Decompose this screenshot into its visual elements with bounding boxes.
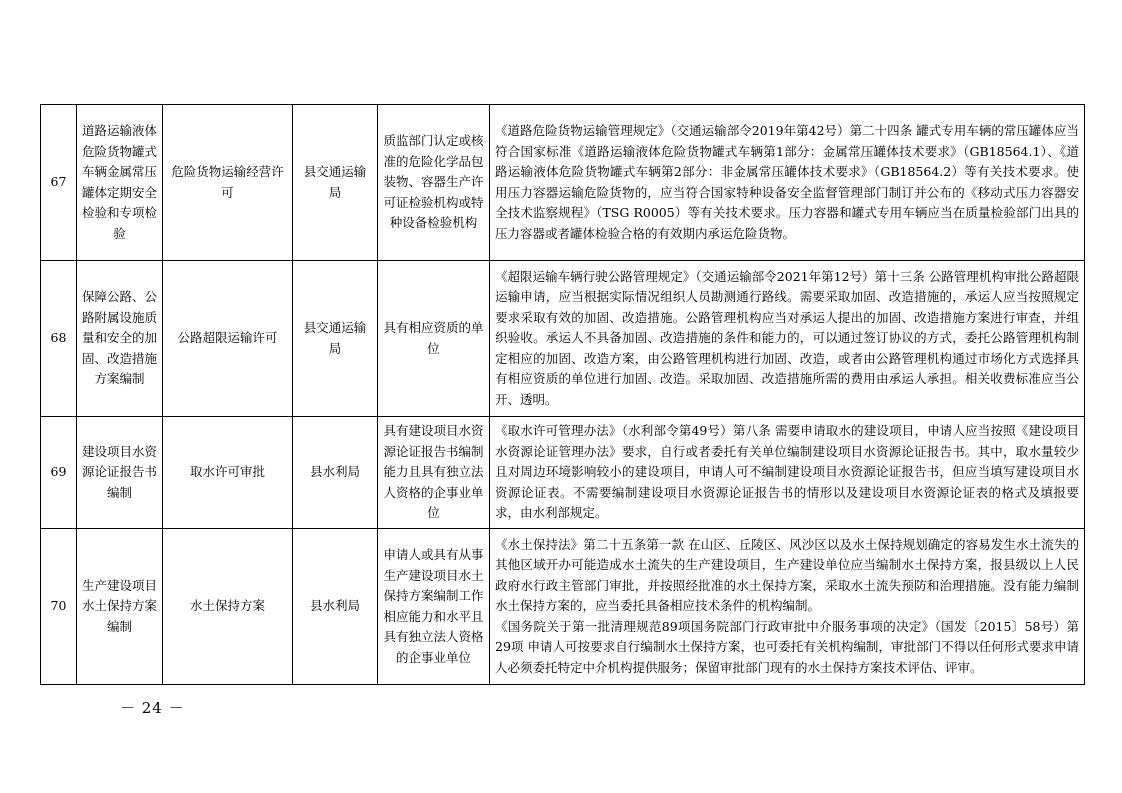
service-item-cell: 保障公路、公路附属设施质量和安全的加固、改造措施方案编制 xyxy=(77,261,163,417)
service-item-cell: 生产建设项目水土保持方案编制 xyxy=(77,529,163,685)
agency-cell: 申请人或具有从事生产建设项目水土保持方案编制工作相应能力和水平且具有独立法人资格的企事业单位 xyxy=(378,529,490,685)
department-cell: 县水利局 xyxy=(293,417,378,529)
approval-item-cell: 水土保持方案 xyxy=(163,529,293,685)
agency-cell: 具有相应资质的单位 xyxy=(378,261,490,417)
agency-cell: 具有建设项目水资源论证报告书编制能力且具有独立法人资格的企事业单位 xyxy=(378,417,490,529)
legal-basis-text: 《水土保持法》第二十五条第一款 在山区、丘陵区、风沙区以及水土保持规划确定的容易发生水土流失的其他区域开办可能造成水土流失的生产建设项目，生产建设单位应当编制水土保持方案，报县级以上人民政府水行政主管部门审批，并按照经批准的水土保持方案，采取水土流失预防和治理措施。没有能力编制水土保持方案的，应当委托具备相应技术条件的机构编制。 xyxy=(495,536,1079,614)
row-number-cell: 67 xyxy=(41,105,77,261)
row-number-cell: 68 xyxy=(41,261,77,417)
legal-basis-cell xyxy=(490,261,1085,417)
legal-basis-text: 《超限运输车辆行驶公路管理规定》（交通运输部令2021年第12号）第十三条 公路管理机构审批公路超限运输申请，应当根据实际情况组织人员勘测通行路线。需要采取加固、改造措施的，承运人应当按照规定要求采取有效的加固、改造措施。公路管理机构应当对承运人提出的加固、改造措施方案进行审查，并组织验收。承运人不具备加固、改造措施的条件和能力的，可以通过签订协议的方式，委托公路管理机构制定相应的加固、改造方案，由公路管理机构进行加固、改造，或者由公路管理机构通过市场化方式选择具有相应资质的单位进行加固、改造。采取加固、改造措施所需的费用由承运人承担。相关收费标准应当公开、透明。 xyxy=(495,268,1079,407)
agency-cell: 质监部门认定或核准的危险化学品包装物、容器生产许可证检验机构或特种设备检验机构 xyxy=(378,105,490,261)
legal-basis-cell xyxy=(490,105,1085,261)
approval-item-cell: 公路超限运输许可 xyxy=(163,261,293,417)
approval-item-cell: 危险货物运输经营许可 xyxy=(163,105,293,261)
service-item-cell: 建设项目水资源论证报告书编制 xyxy=(77,417,163,529)
table-row xyxy=(41,105,1085,261)
services-table xyxy=(40,104,1085,685)
approval-item-cell: 取水许可审批 xyxy=(163,417,293,529)
legal-basis-cell xyxy=(490,417,1085,529)
row-number-cell: 70 xyxy=(41,529,77,685)
page-number: － 24 － xyxy=(120,699,185,717)
table-row xyxy=(41,529,1085,685)
table-row xyxy=(41,261,1085,417)
department-cell: 县交通运输局 xyxy=(293,105,378,261)
legal-basis-text: 《道路危险货物运输管理规定》（交通运输部令2019年第42号）第二十四条 罐式专用车辆的常压罐体应当符合国家标准《道路运输液体危险货物罐式车辆第1部分：金属常压罐体技术要求》（GB18564.1）、《道路运输液体危险货物罐式车辆第2部分：非金属常压罐体技术要求》（GB18564.2）等有关技术要求。使用压力容器运输危险货物的，应当符合国家特种设备安全监督管理部门制订并公布的《移动式压力容器安全技术监察规程》（TSG R0005）等有关技术要求。压力容器和罐式专用车辆应当在质量检验部门出具的压力容器或者罐体检验合格的有效期内承运危险货物。 xyxy=(495,123,1079,241)
legal-basis-text: 《取水许可管理办法》（水利部令第49号）第八条 需要申请取水的建设项目，申请人应当按照《建设项目水资源论证管理办法》要求，自行或者委托有关单位编制建设项目水资源论证报告书。其中，取水量较少且对周边环境影响较小的建设项目，申请人可不编制建设项目水资源论证报告书，但应当填写建设项目水资源论证表。不需要编制建设项目水资源论证报告书的情形以及建设项目水资源论证表的格式及填报要求，由水利部规定。 xyxy=(495,423,1079,521)
service-item-cell: 道路运输液体危险货物罐式车辆金属常压罐体定期安全检验和专项检验 xyxy=(77,105,163,261)
row-number-cell: 69 xyxy=(41,417,77,529)
legal-basis-text: 《国务院关于第一批清理规范89项国务院部门行政审批中介服务事项的决定》（国发〔2015〕58号）第29项 申请人可按要求自行编制水土保持方案，也可委托有关机构编制，审批部门不得以任何形式要求申请人必须委托特定中介机构提供服务；保留审批部门现有的水土保持方案技术评估、评审。 xyxy=(495,618,1079,675)
department-cell: 县交通运输局 xyxy=(293,261,378,417)
department-cell: 县水利局 xyxy=(293,529,378,685)
table-row xyxy=(41,417,1085,529)
legal-basis-cell xyxy=(490,529,1085,685)
